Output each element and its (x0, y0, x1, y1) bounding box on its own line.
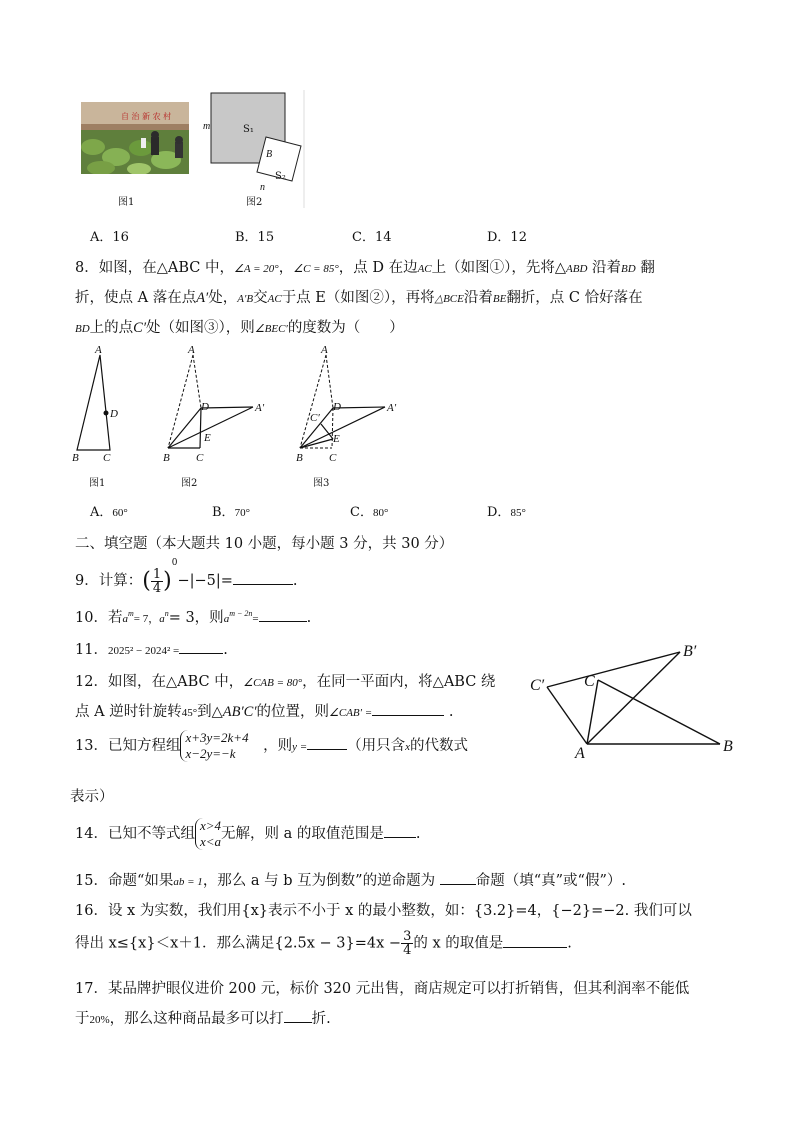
fig8-3-ap: A′ (387, 402, 397, 414)
q12-label-c: C (584, 673, 595, 690)
q9-answer-blank[interactable] (233, 570, 293, 585)
fig8-2-b: B (163, 452, 170, 464)
label-s1: S₁ (243, 124, 254, 135)
photo-banner-text: 自 治 新 农 村 (121, 112, 172, 121)
section-2-title: 二、填空题（本大题共 10 小题，每小题 3 分，共 30 分） (75, 536, 454, 552)
q8-option-a[interactable]: A．60° (90, 505, 128, 520)
fig8-2-d: D (201, 401, 209, 413)
q10: 10．若$a^m= 7$，$a^n= 3$，则$a^{m - 2n}=$ . (75, 606, 311, 627)
fig8-caption1: 图1 (89, 478, 106, 489)
q12-label-cp: C′ (530, 677, 545, 694)
fig8-caption3: 图3 (313, 478, 330, 489)
q12-label-a: A (575, 745, 585, 762)
q7-option-a[interactable]: A．16 (90, 230, 129, 245)
q7-option-d[interactable]: D．12 (487, 230, 527, 245)
figure1-caption: 图1 (118, 197, 135, 208)
fig8-2-c: C (196, 452, 204, 464)
q16-line1: 16．设 x 为实数，我们用{x}表示不小于 x 的最小整数，如：{3.2}=4，{−2}=−2. 我们可以 (75, 903, 692, 919)
fig8-caption2: 图2 (181, 478, 198, 489)
q17-line1: 17．某品牌护眼仪进价 200 元，标价 320 元出售，商店规定可以打折销售，但其利润率不能低 (75, 981, 690, 997)
q13-line2: 表示） (70, 789, 114, 805)
q8-option-c[interactable]: C．80° (350, 505, 389, 520)
q13: 13．已知方程组 x+3y=2k+4 x−2y=−k ，则y = （用只含x的代数式 (75, 730, 469, 761)
fig8-3-b: B (296, 452, 303, 464)
q8-line1: 8．如图，在△ABC 中，∠A = 20°，∠C = 85°，点 D 在边AC上（如图①），先将△ABD 沿着BD 翻 (75, 260, 655, 276)
q7-option-b[interactable]: B．15 (235, 230, 275, 245)
fig8-3-d: D (333, 401, 341, 413)
q12-answer-blank[interactable] (372, 701, 444, 716)
fig8-1-a: A (95, 344, 102, 356)
q10-answer-blank[interactable] (259, 607, 307, 622)
q8-line2: 折，使点 A 落在点A′处，A′B交AC于点 E（如图②），再将△BCE沿着BE翻折，点 C 恰好落在 (75, 290, 643, 306)
fig8-1-c: C (103, 452, 111, 464)
q16-answer-blank[interactable] (503, 933, 567, 948)
fig8-3-e: E (333, 433, 340, 445)
q12-line2: 点 A 逆时针旋转45°到△AB′C′的位置，则∠CAB′ = . (75, 700, 453, 721)
photo-figure (81, 102, 189, 174)
q8-line3: BD上的点C′处（如图③），则∠BEC′的度数为（ ） (75, 320, 404, 336)
q9: 9．计算：( $\frac{1}{4}$ )$^0$−|−5|= . (75, 558, 298, 596)
label-s2: S₂ (275, 171, 286, 182)
q15: 15．命题“如果ab = 1，那么 a 与 b 互为倒数”的逆命题为 命题（填“真”或“假”）. (75, 869, 626, 890)
fig8-2-e: E (204, 432, 211, 444)
fig8-1-b: B (72, 452, 79, 464)
fig8-3-a: A (321, 344, 328, 356)
fig8-3-cp: C′ (310, 412, 320, 424)
q17-line2: 于20%，那么这种商品最多可以打 折. (75, 1007, 331, 1028)
label-n: n (260, 182, 265, 193)
fig8-1-d: D (110, 408, 118, 420)
fig8-2-a: A (188, 344, 195, 356)
label-m: m (203, 121, 211, 132)
q17-answer-blank[interactable] (284, 1008, 312, 1023)
q15-answer-blank[interactable] (440, 870, 476, 885)
q12-label-bp: B′ (683, 643, 697, 660)
figure2-caption: 图2 (246, 197, 263, 208)
q11: 11．2025² − 2024² = . (75, 638, 228, 659)
fig8-3-c: C (329, 452, 337, 464)
q8-option-b[interactable]: B．70° (212, 505, 250, 520)
q11-answer-blank[interactable] (179, 639, 223, 654)
q14: 14．已知不等式组 x>4 x<a 无解，则 a 的取值范围是 . (75, 818, 421, 849)
q12-label-b: B (723, 738, 733, 755)
q12-line1: 12．如图，在△ABC 中，∠CAB = 80°，在同一平面内，将△ABC 绕 (75, 674, 496, 690)
squares-figure (200, 90, 310, 210)
q12-figure (530, 640, 750, 760)
q16-line2: 得出 x≤{x}＜x＋1．那么满足{2.5x − 3}=4x − $\frac{3}{4}$ 的 x 的取值是 . (75, 929, 572, 958)
q13-answer-blank[interactable] (307, 735, 347, 750)
q14-answer-blank[interactable] (384, 823, 416, 838)
fig8-2-ap: A′ (255, 402, 265, 414)
label-b-square: B (266, 149, 273, 160)
q7-option-c[interactable]: C．14 (352, 230, 392, 245)
q8-option-d[interactable]: D．85° (487, 505, 526, 520)
